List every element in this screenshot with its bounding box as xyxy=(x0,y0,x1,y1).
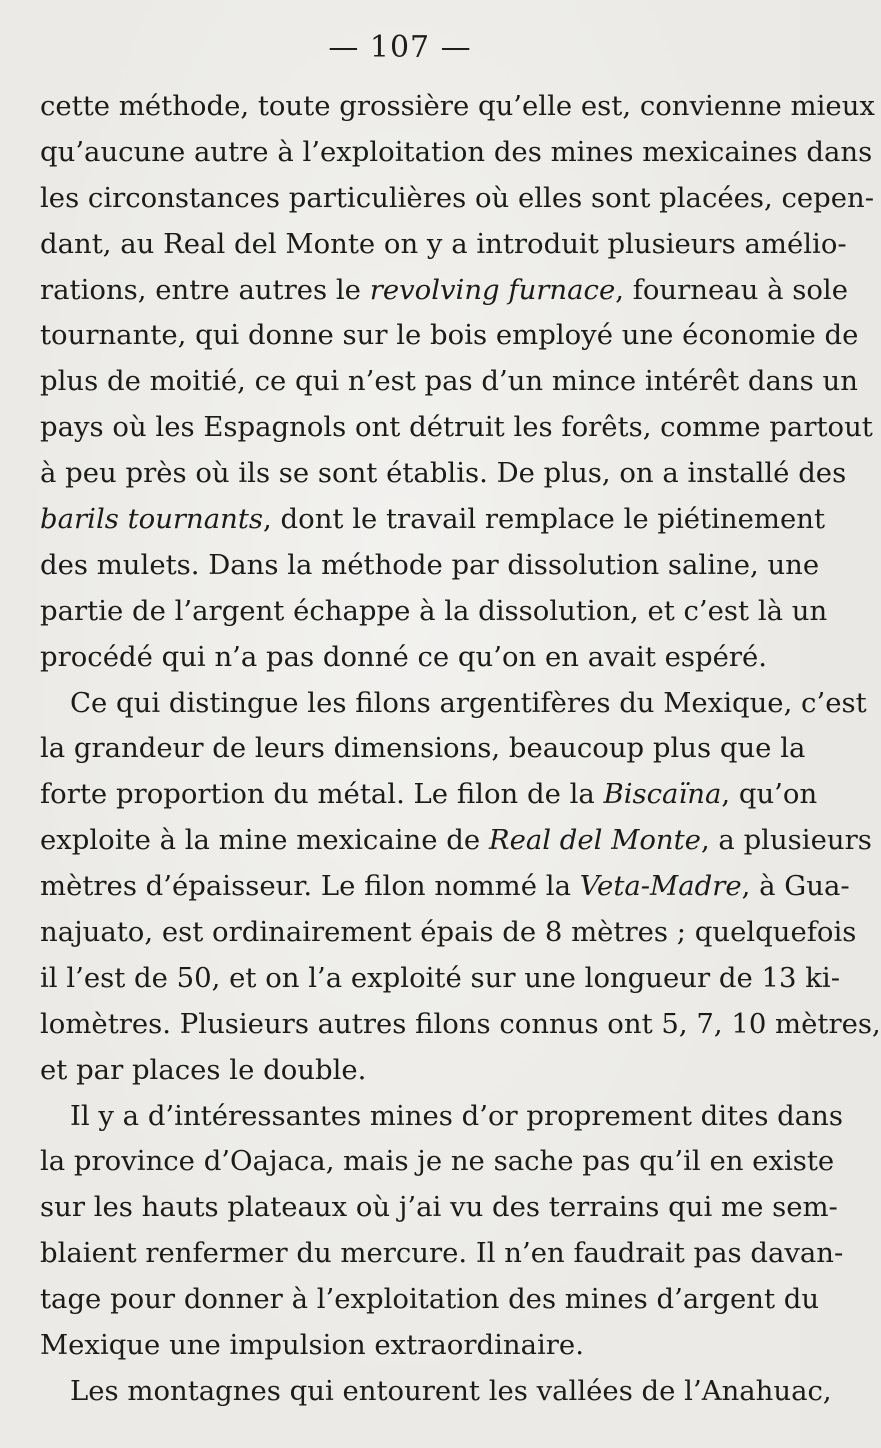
text-line xyxy=(40,1048,762,1094)
text-run: exploite à la mine mexicaine de xyxy=(40,824,489,857)
text-run: forte proportion du métal. Le filon de la xyxy=(40,778,604,811)
text-line xyxy=(40,1185,838,1231)
text-run: blaient renfermer du mercure. Il n’en faudrait pas davan- xyxy=(40,1237,844,1270)
text-run: la province d’Oajaca, mais je ne sache pas qu’il en existe xyxy=(40,1145,835,1178)
text-run: , à Gua- xyxy=(741,870,850,903)
text-run: cette méthode, toute grossière qu’elle est, convienne mieux xyxy=(40,90,875,122)
text-line xyxy=(40,1002,881,1048)
italic-term: Veta-Madre xyxy=(579,870,742,903)
text-run: Mexique une impulsion extraordinaire. xyxy=(40,1329,584,1362)
text-line xyxy=(40,359,858,405)
text-run: mètres d’épaisseur. Le filon nommé la xyxy=(40,870,580,903)
text-run: qu’aucune autre à l’exploitation des mines mexicaines dans xyxy=(40,135,873,168)
page-number: — 107 — xyxy=(328,30,472,65)
text-line xyxy=(40,956,840,1002)
text-line xyxy=(40,268,849,314)
text-line xyxy=(40,497,825,543)
text-line xyxy=(40,1323,762,1369)
italic-term: barils tournants xyxy=(40,503,264,536)
text-line xyxy=(40,176,875,222)
text-line xyxy=(40,726,806,772)
text-run: à peu près où ils se sont établis. De plus, on a installé des xyxy=(40,457,847,490)
text-line xyxy=(40,451,847,497)
text-run: , qu’on xyxy=(721,778,818,811)
paragraph-3 xyxy=(40,1094,844,1369)
text-line xyxy=(40,1094,844,1140)
text-run: partie de l’argent échappe à la dissolution, et c’est là un xyxy=(40,594,828,627)
text-run: plus de moitié, ce qui n’est pas d’un mince intérêt dans un xyxy=(40,365,858,398)
text-line xyxy=(40,635,768,681)
text-line xyxy=(40,84,875,130)
text-run: , dont le travail remplace le piétinement xyxy=(263,503,825,536)
body-text xyxy=(40,84,881,1415)
italic-term: revolving furnace xyxy=(369,273,616,306)
text-run: des mulets. Dans la méthode par dissolution saline, une xyxy=(40,548,820,581)
text-run: sur les hauts plateaux où j’ai vu des terrains qui me sem- xyxy=(40,1191,838,1224)
text-line xyxy=(40,313,859,359)
text-run: najuato, est ordinairement épais de 8 mètres ; quelquefois xyxy=(40,916,857,949)
text-run: Les montagnes qui entourent les vallées de l’Anahuac, xyxy=(70,1374,832,1407)
text-run: il l’est de 50, et on l’a exploité sur une longueur de 13 ki- xyxy=(40,961,840,994)
text-line xyxy=(40,1231,844,1277)
text-line xyxy=(40,910,857,956)
text-run: la grandeur de leurs dimensions, beaucoup plus que la xyxy=(40,732,806,765)
text-line xyxy=(40,1277,820,1323)
text-run: lomètres. Plusieurs autres filons connus ont 5, 7, 10 mètres, xyxy=(40,1007,881,1040)
paragraph-1 xyxy=(40,84,875,681)
text-line xyxy=(40,772,818,818)
italic-term: Biscaïna xyxy=(603,778,722,811)
text-line xyxy=(40,1369,832,1415)
text-run: rations, entre autres le xyxy=(40,273,370,306)
italic-term: Real del Monte xyxy=(488,824,701,857)
text-line xyxy=(40,1139,835,1185)
text-run: tournante, qui donne sur le bois employé une économie de xyxy=(40,319,859,352)
text-line xyxy=(40,130,873,176)
text-line xyxy=(40,864,850,910)
text-line xyxy=(40,222,847,268)
text-run: , fourneau à sole xyxy=(615,273,849,306)
text-run: pays où les Espagnols ont détruit les forêts, comme partout xyxy=(40,411,873,444)
text-run: les circonstances particulières où elles sont placées, cepen- xyxy=(40,181,875,214)
text-run: dant, au Real del Monte on y a introduit plusieurs amélio- xyxy=(40,227,847,260)
text-run: , a plusieurs xyxy=(700,824,872,857)
text-run: Ce qui distingue les filons argentifères du Mexique, c’est xyxy=(70,686,867,719)
text-line xyxy=(40,405,873,451)
paragraph-4 xyxy=(40,1369,832,1415)
text-run: procédé qui n’a pas donné ce qu’on en avait espéré. xyxy=(40,640,768,673)
text-line xyxy=(40,818,872,864)
text-run: tage pour donner à l’exploitation des mines d’argent du xyxy=(40,1283,820,1316)
paragraph-2 xyxy=(40,681,881,1094)
text-line xyxy=(40,681,867,727)
text-line xyxy=(40,589,828,635)
text-line xyxy=(40,543,820,589)
text-run: Il y a d’intéressantes mines d’or proprement dites dans xyxy=(70,1099,844,1132)
text-run: et par places le double. xyxy=(40,1053,367,1086)
